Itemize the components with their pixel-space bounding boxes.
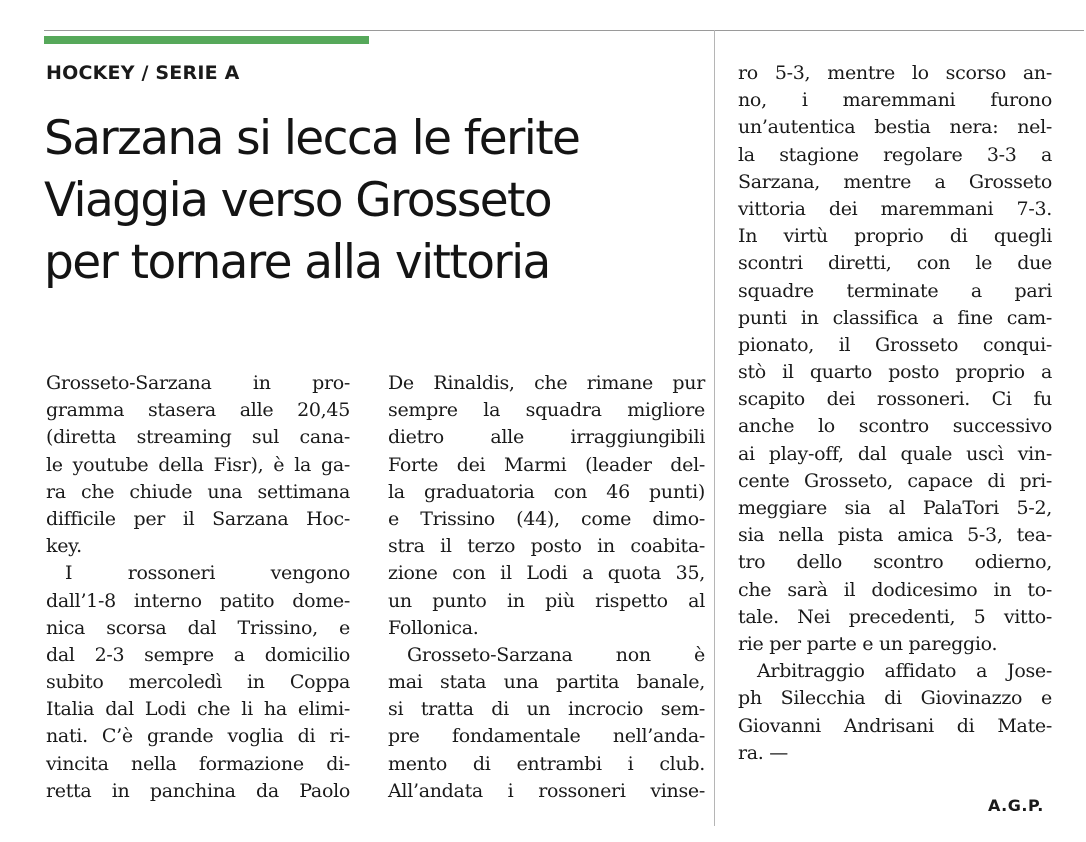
text-line: le youtube della Fisr), è la ga- bbox=[46, 453, 350, 476]
text-line: Grosseto-Sarzana in pro- bbox=[46, 372, 350, 394]
text-line: no, i maremmani furono bbox=[738, 89, 1052, 112]
text-line: (diretta streaming sul cana- bbox=[46, 426, 350, 449]
text-line: un punto in più rispetto al bbox=[388, 589, 705, 612]
text-line: si tratta di un incrocio sem- bbox=[388, 698, 705, 721]
article-column-3 bbox=[738, 60, 1052, 767]
text-line: un’autentica bestia nera: nel- bbox=[738, 116, 1052, 139]
text-line: nati. C’è grande voglia di ri- bbox=[46, 725, 350, 748]
text-line: Forte dei Marmi (leader del- bbox=[388, 453, 705, 476]
text-line: la graduatoria con 46 punti) bbox=[388, 480, 705, 503]
text-line: ph Silecchia di Giovinazzo e bbox=[738, 687, 1052, 710]
text-line: stò il quarto posto proprio a bbox=[738, 361, 1052, 384]
text-line: gramma stasera alle 20,45 bbox=[46, 399, 350, 422]
headline-line: Sarzana si lecca le ferite bbox=[44, 111, 580, 166]
top-rule bbox=[44, 30, 1084, 31]
text-line: e Trissino (44), come dimo- bbox=[388, 507, 705, 530]
text-line: che sarà il dodicesimo in to- bbox=[738, 578, 1052, 601]
text-line: In virtù proprio di quegli bbox=[738, 225, 1052, 248]
column-divider bbox=[714, 30, 715, 826]
text-line: pre fondamentale nell’anda- bbox=[388, 725, 705, 748]
text-line: Grosseto-Sarzana non è bbox=[407, 643, 705, 666]
text-line: Follonica. bbox=[388, 616, 479, 639]
article-headline bbox=[44, 108, 579, 294]
text-line: vittoria dei maremmani 7-3. bbox=[738, 197, 1052, 220]
text-line: sia nella pista amica 5-3, tea- bbox=[738, 524, 1052, 547]
section-kicker: HOCKEY / SERIE A bbox=[46, 62, 240, 84]
text-line: pionato, il Grosseto conqui- bbox=[738, 333, 1052, 356]
text-line: squadre terminate a pari bbox=[738, 279, 1052, 302]
text-line: difficile per il Sarzana Hoc- bbox=[46, 507, 350, 530]
text-line: subito mercoledì in Coppa bbox=[46, 671, 350, 694]
text-line: rie per parte e un pareggio. bbox=[738, 632, 998, 655]
headline-line: Viaggia verso Grosseto bbox=[44, 173, 552, 228]
text-line: dal 2-3 sempre a domicilio bbox=[46, 643, 350, 666]
text-line: ai play-off, dal quale uscì vin- bbox=[738, 442, 1052, 465]
text-line: sempre la squadra migliore bbox=[388, 399, 705, 422]
text-line: zione con il Lodi a quota 35, bbox=[388, 562, 705, 585]
text-line: scontri diretti, con le due bbox=[738, 252, 1052, 275]
text-line: key. bbox=[46, 535, 82, 558]
author-byline: A.G.P. bbox=[988, 796, 1044, 815]
text-line: ra che chiude una settimana bbox=[46, 480, 350, 503]
article-column-2 bbox=[388, 370, 705, 805]
section-accent-bar bbox=[44, 36, 369, 44]
text-line: cente Grosseto, capace di pri- bbox=[738, 469, 1052, 492]
text-line: tale. Nei precedenti, 5 vitto- bbox=[738, 605, 1052, 628]
article-column-1 bbox=[46, 370, 350, 805]
text-line: meggiare sia al PalaTori 5-2, bbox=[738, 497, 1052, 519]
text-line: Giovanni Andrisani di Mate- bbox=[738, 714, 1052, 737]
text-line: Sarzana, mentre a Grosseto bbox=[738, 170, 1052, 193]
text-line: dall’1-8 interno patito dome- bbox=[46, 589, 350, 612]
text-line: I rossoneri vengono bbox=[65, 562, 350, 585]
headline-line: per tornare alla vittoria bbox=[44, 235, 550, 290]
text-line: dietro alle irraggiungibili bbox=[388, 426, 705, 449]
text-line: stra il terzo posto in coabita- bbox=[388, 535, 705, 558]
text-line: mento di entrambi i club. bbox=[388, 752, 705, 775]
text-line: vincita nella formazione di- bbox=[46, 752, 350, 775]
text-line: tro dello scontro odierno, bbox=[738, 551, 1052, 574]
text-line: retta in panchina da Paolo bbox=[46, 779, 350, 802]
text-line: mai stata una partita banale, bbox=[388, 671, 705, 694]
text-line: Italia dal Lodi che li ha elimi- bbox=[46, 698, 350, 721]
text-line: scapito dei rossoneri. Ci fu bbox=[738, 388, 1052, 411]
text-line: All’andata i rossoneri vinse- bbox=[388, 779, 705, 802]
text-line: anche lo scontro successivo bbox=[738, 415, 1052, 438]
text-line: la stagione regolare 3-3 a bbox=[738, 143, 1052, 166]
text-line: nica scorsa dal Trissino, e bbox=[46, 616, 350, 639]
text-line: Arbitraggio affidato a Jose- bbox=[757, 660, 1052, 683]
text-line: ra. — bbox=[738, 741, 788, 764]
text-line: ro 5-3, mentre lo scorso an- bbox=[738, 62, 1052, 84]
text-line: De Rinaldis, che rimane pur bbox=[388, 372, 705, 394]
text-line: punti in classifica a fine cam- bbox=[738, 306, 1052, 329]
